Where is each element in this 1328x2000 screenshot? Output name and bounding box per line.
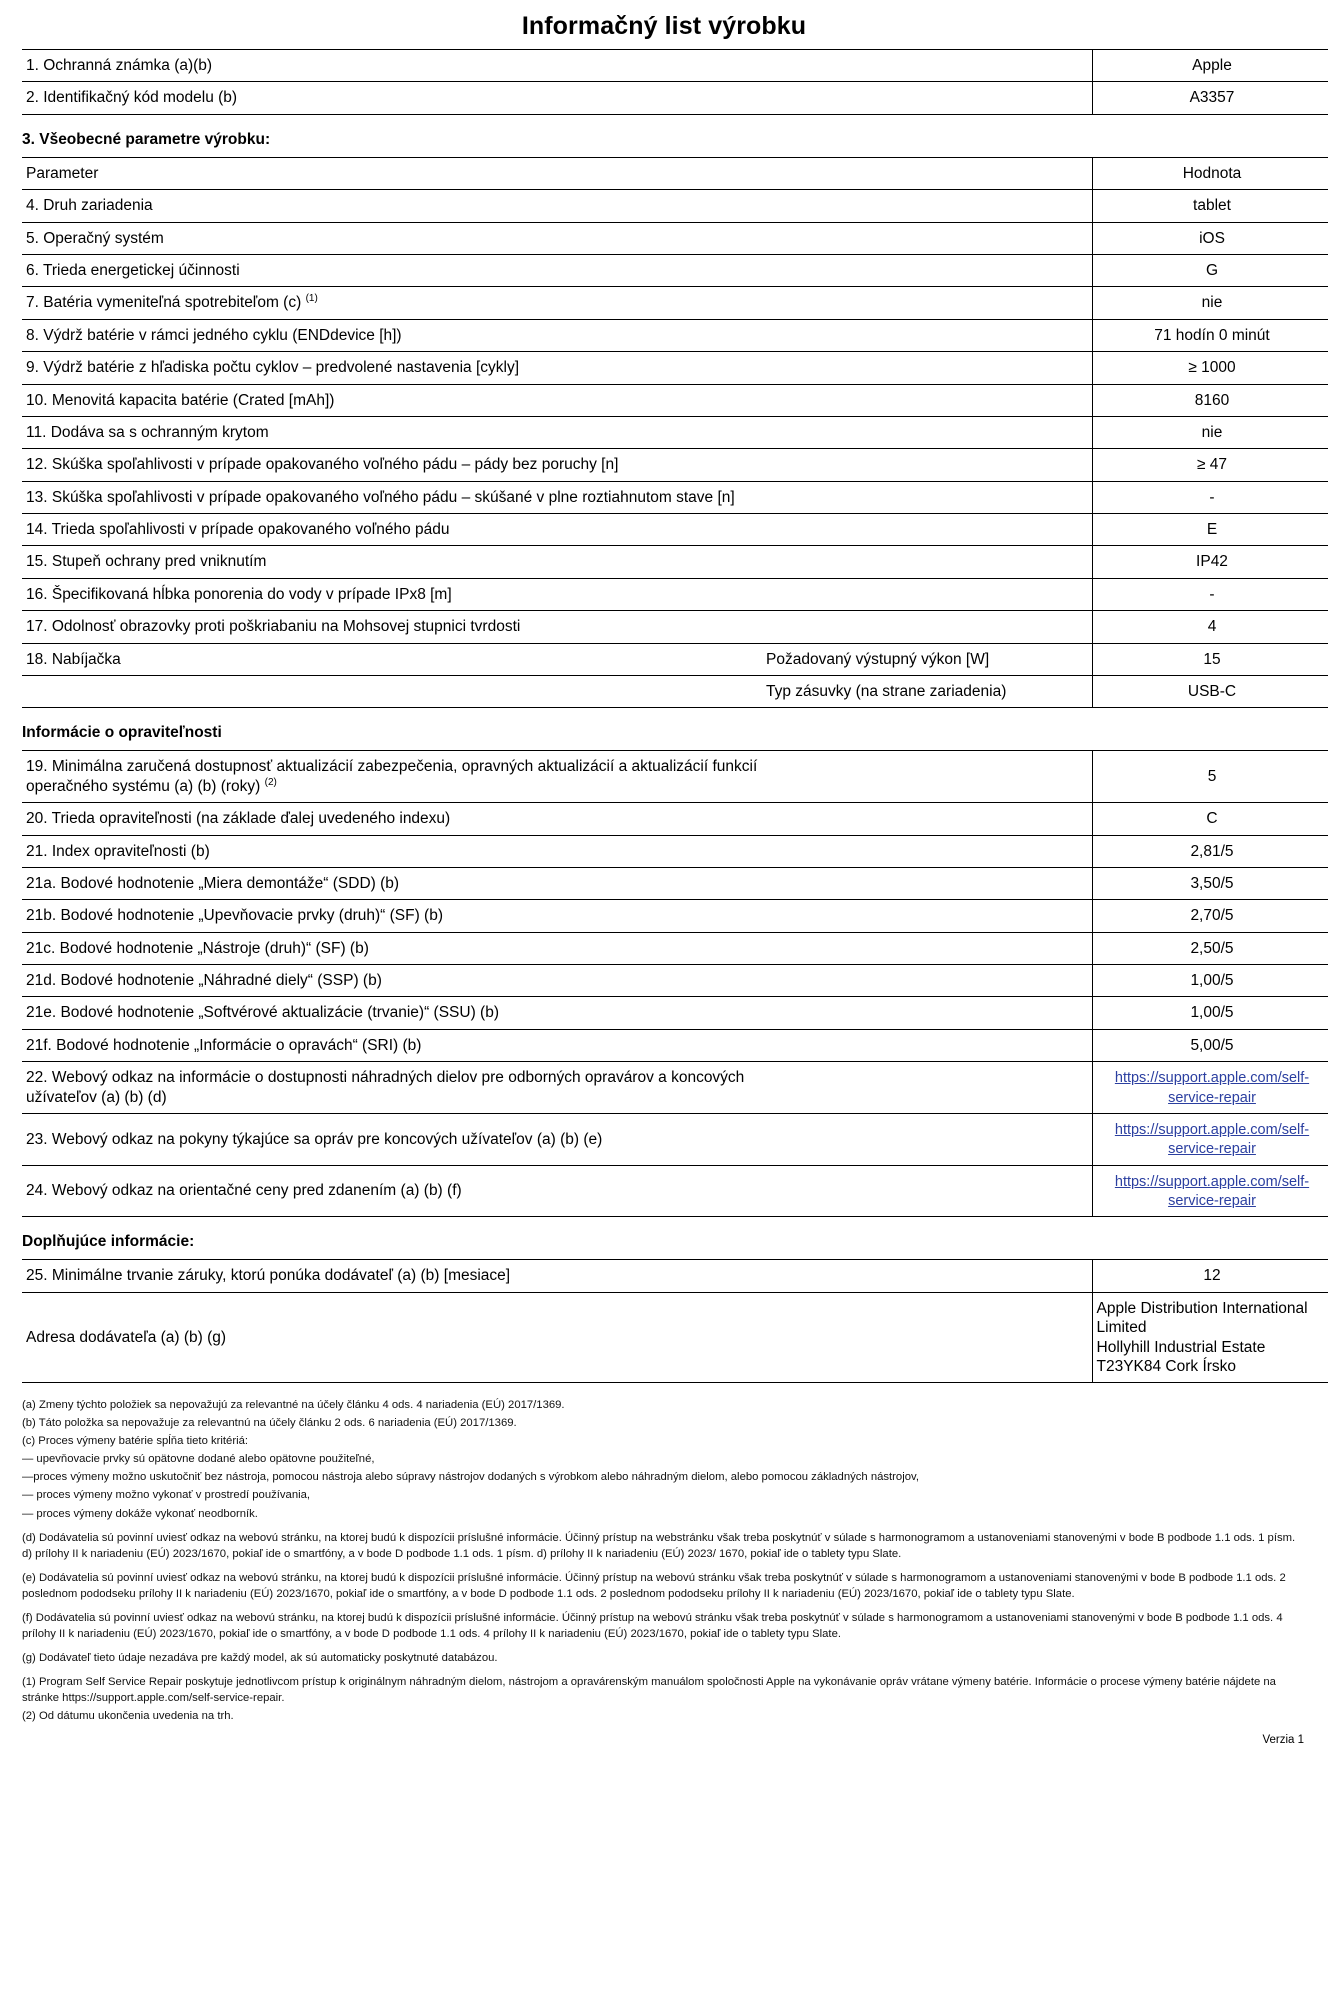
drop-reliability-class-value: E	[1092, 514, 1328, 546]
spacer-cell	[762, 481, 1092, 513]
spacer-cell	[762, 997, 1092, 1029]
battery-capacity-label: 10. Menovitá kapacita batérie (Crated [mAh])	[22, 384, 762, 416]
section-general-parameters: 3. Všeobecné parametre výrobku:	[22, 130, 271, 148]
table-row	[22, 416, 1328, 448]
table-row	[22, 867, 1328, 899]
score-fasteners-label: 21b. Bodové hodnotenie „Upevňovacie prvky (druh)“ (SF) (b)	[22, 900, 762, 932]
battery-replaceable-label: 7. Batéria vymeniteľná spotrebiteľom (c) $^{(1)}$	[22, 287, 762, 320]
immersion-depth-value: -	[1092, 578, 1328, 610]
table-row	[22, 803, 1328, 835]
table-row	[22, 1113, 1328, 1165]
table-row	[22, 546, 1328, 578]
spacer-cell	[762, 190, 1092, 222]
repair-instructions-link-value[interactable]	[1092, 1113, 1328, 1165]
drop-test-label: 12. Skúška spoľahlivosti v prípade opakovaného voľného pádu – pády bez poruchy [n]	[22, 449, 762, 481]
footnote-c-item-4: — proces výmeny dokáže vykonať neodborník.	[22, 1507, 258, 1520]
spacer-cell	[762, 514, 1092, 546]
trademark-value: Apple	[1092, 50, 1328, 82]
battery-cycles-value: ≥ 1000	[1092, 352, 1328, 384]
immersion-depth-label: 16. Špecifikovaná hĺbka ponorenia do vody v prípade IPx8 [m]	[22, 578, 762, 610]
spacer-cell	[22, 675, 762, 707]
self-service-repair-link[interactable]: https://support.apple.com/self-service-repair	[1114, 1121, 1310, 1158]
spacer-cell	[762, 1113, 1092, 1165]
device-type-label: 4. Druh zariadenia	[22, 190, 762, 222]
table-row	[22, 449, 1328, 481]
drop-test-extended-label: 13. Skúška spoľahlivosti v prípade opakovaného voľného pádu – skúšané v plne roztiahnutom stave [n]	[22, 481, 762, 513]
charger-output-power-value: 15	[1092, 643, 1328, 675]
table-row	[22, 1062, 1328, 1114]
battery-endurance-label: 8. Výdrž batérie v rámci jedného cyklu (ENDdevice [h])	[22, 319, 762, 351]
battery-cycles-label: 9. Výdrž batérie z hľadiska počtu cyklov – predvolené nastavenia [cykly]	[22, 352, 762, 384]
table-row	[22, 319, 1328, 351]
spacer-cell	[762, 82, 1092, 114]
table-row	[22, 222, 1328, 254]
footnote-a: (a) Zmeny týchto položiek sa nepovažujú za relevantné na účely článku 4 ods. 4 nariadenia (EÚ) 2017/1369.	[22, 1399, 565, 1412]
supplier-address-label: Adresa dodávateľa (a) (b) (g)	[22, 1292, 762, 1383]
spacer-cell	[762, 578, 1092, 610]
self-service-repair-link[interactable]: https://support.apple.com/self-service-repair	[1114, 1070, 1310, 1106]
footnote-c-item-2: —proces výmeny možno uskutočniť bez nástroja, pomocou nástroja alebo súpravy nástrojov dodaných s výrobkom alebo náhradným dielom, alebo pomocou základných nástrojov,	[22, 1471, 919, 1484]
score-disassembly-label: 21a. Bodové hodnotenie „Miera demontáže“ (SDD) (b)	[22, 867, 762, 899]
spacer-cell	[762, 1260, 1092, 1292]
address-line-1: Apple Distribution International Limited	[1096, 1299, 1308, 1337]
section-additional-information: Doplňujúce informácie:	[22, 1233, 195, 1251]
os-update-availability-value: 5	[1092, 751, 1328, 803]
table-row	[22, 675, 1328, 707]
table-row	[22, 287, 1328, 320]
identification-table	[22, 49, 1328, 115]
general-parameters-table	[22, 157, 1328, 709]
table-row	[22, 965, 1328, 997]
os-value: iOS	[1092, 222, 1328, 254]
page-title: Informačný list výrobku	[521, 12, 807, 40]
spacer-cell	[762, 157, 1092, 189]
device-type-value: tablet	[1092, 190, 1328, 222]
charger-socket-type-value: USB-C	[1092, 675, 1328, 707]
spacer-cell	[762, 1029, 1092, 1061]
repairability-table	[22, 750, 1328, 1217]
charger-output-power-label: Požadovaný výstupný výkon [W]	[762, 643, 1092, 675]
spare-parts-link-value[interactable]	[1092, 1062, 1328, 1114]
spare-parts-link-label: 22. Webový odkaz na informácie o dostupnosti náhradných dielov pre odborných opravárov a koncových užívateľov (a) (b) (d)	[22, 1062, 762, 1114]
os-label: 5. Operačný systém	[22, 222, 762, 254]
spacer-cell	[762, 254, 1092, 286]
footnote-c-item-1: — upevňovacie prvky sú opätovne dodané alebo opätovne použiteľné,	[22, 1453, 375, 1466]
battery-capacity-value: 8160	[1092, 384, 1328, 416]
score-repair-information-value: 5,00/5	[1092, 1029, 1328, 1061]
spacer-cell	[762, 1165, 1092, 1217]
table-row	[22, 643, 1328, 675]
repairability-index-label: 21. Index opraviteľnosti (b)	[22, 835, 762, 867]
table-row	[22, 997, 1328, 1029]
spacer-cell	[762, 900, 1092, 932]
table-row	[22, 50, 1328, 82]
repairability-index-value: 2,81/5	[1092, 835, 1328, 867]
repairability-class-value: C	[1092, 803, 1328, 835]
footnote-1: (1) Program Self Service Repair poskytuje jednotlivcom prístup k originálnym náhradným dielom, nástrojom a opravárenským manuálom spoločnosti Apple na vykonávanie opráv vrátane výmeny batérie. Informácie o procese výmeny batérie nájdete na stránke https://support.apple.com/self-service-repair.	[22, 1675, 1276, 1704]
battery-replaceable-value: nie	[1092, 287, 1328, 320]
footnote-2: (2) Od dátumu ukončenia uvedenia na trh.	[22, 1709, 234, 1722]
footnote-marker: (1)	[305, 293, 318, 305]
table-row	[22, 352, 1328, 384]
score-spare-parts-label: 21d. Bodové hodnotenie „Náhradné diely“ (SSP) (b)	[22, 965, 762, 997]
score-software-updates-label: 21e. Bodové hodnotenie „Softvérové aktualizácie (trvanie)“ (SSU) (b)	[22, 997, 762, 1029]
version-label: Verzia 1	[1262, 1733, 1304, 1746]
spacer-cell	[762, 751, 1092, 803]
repairability-class-label: 20. Trieda opraviteľnosti (na základe ďalej uvedeného indexu)	[22, 803, 762, 835]
table-row	[22, 384, 1328, 416]
score-disassembly-value: 3,50/5	[1092, 867, 1328, 899]
self-service-repair-link[interactable]: https://support.apple.com/self-service-repair	[1114, 1173, 1310, 1210]
table-row	[22, 1165, 1328, 1217]
os-update-availability-label: 19. Minimálna zaručená dostupnosť aktualizácií zabezpečenia, opravných aktualizácií a aktualizácií funkcií operačného systému (a) (b) (roky) $^{(2)}$	[22, 751, 762, 803]
footnote-marker: (2)	[264, 776, 277, 788]
footnote-f: (f) Dodávatelia sú povinní uviesť odkaz na webovú stránku, na ktorej budú k dispozícii príslušné informácie. Účinný prístup na webovú stránku však treba poskytnúť v súlade s harmonogramom a ustanoveniami stanovenými v bode B podbode 1.1 ods. 4 prílohy II k nariadeniu (EÚ) 2023/1670, pokiaľ ide o smartfóny, a v bode D podbode 1.1 ods. 4 prílohy II k nariadeniu (EÚ) 2023/1670, pokiaľ ide o tablety typu Slate.	[22, 1611, 1283, 1640]
spacer-cell	[762, 835, 1092, 867]
table-row	[22, 1029, 1328, 1061]
score-fasteners-value: 2,70/5	[1092, 900, 1328, 932]
spacer-cell	[762, 965, 1092, 997]
table-row	[22, 514, 1328, 546]
table-row	[22, 254, 1328, 286]
model-code-value: A3357	[1092, 82, 1328, 114]
spacer-cell	[762, 546, 1092, 578]
indicative-prices-link-label: 24. Webový odkaz na orientačné ceny pred zdanením (a) (b) (f)	[22, 1165, 762, 1217]
score-spare-parts-value: 1,00/5	[1092, 965, 1328, 997]
energy-class-label: 6. Trieda energetickej účinnosti	[22, 254, 762, 286]
scratch-resistance-value: 4	[1092, 611, 1328, 643]
table-row	[22, 1292, 1328, 1383]
protective-cover-value: nie	[1092, 416, 1328, 448]
table-row	[22, 190, 1328, 222]
footnote-d: (d) Dodávatelia sú povinní uviesť odkaz na webovú stránku, na ktorej budú k dispozícii príslušné informácie. Účinný prístup na webstránku však treba poskytnúť v súlade s harmonogramom a ustanoveniami stanovenými v bode B podbode 1.1 ods. 1 písm. d) prílohy II k nariadeniu (EÚ) 2023/1670, pokiaľ ide o smartfóny, a v bode D podbode 1.1 ods. 1 písm. d) prílohy II k nariadeniu (EÚ) 2023/ 1670, pokiaľ ide o tablety typu Slate.	[22, 1531, 1296, 1560]
footnote-e: (e) Dodávatelia sú povinní uviesť odkaz na webovú stránku, na ktorej budú k dispozícii príslušné informácie. Účinný prístup na webovú stránku však treba poskytnúť v súlade s harmonogramom a ustanoveniami stanovenými v bode B podbode 1.1 ods. 2 poslednom pododseku prílohy II k nariadeniu (EÚ) 2023/1670, pokiaľ ide o smartfóny, a v bode D podbode 1.1 ods. 2 poslednom pododseku prílohy II k nariadeniu (EÚ) 2023/1670, pokiaľ ide o tablety typu Slate.	[22, 1571, 1286, 1600]
column-header-value: Hodnota	[1092, 157, 1328, 189]
protective-cover-label: 11. Dodáva sa s ochranným krytom	[22, 416, 762, 448]
ingress-protection-label: 15. Stupeň ochrany pred vniknutím	[22, 546, 762, 578]
spacer-cell	[762, 867, 1092, 899]
score-tools-label: 21c. Bodové hodnotenie „Nástroje (druh)“ (SF) (b)	[22, 932, 762, 964]
supplier-address-value	[1092, 1292, 1328, 1383]
ingress-protection-value: IP42	[1092, 546, 1328, 578]
section-repairability: Informácie o opraviteľnosti	[22, 724, 222, 742]
spacer-cell	[762, 352, 1092, 384]
spacer-cell	[762, 932, 1092, 964]
table-row	[22, 611, 1328, 643]
energy-class-value: G	[1092, 254, 1328, 286]
address-line-2: Hollyhill Industrial Estate	[1096, 1338, 1266, 1356]
charger-socket-type-label: Typ zásuvky (na strane zariadenia)	[762, 675, 1092, 707]
table-row	[22, 932, 1328, 964]
drop-test-value: ≥ 47	[1092, 449, 1328, 481]
table-row	[22, 578, 1328, 610]
score-software-updates-value: 1,00/5	[1092, 997, 1328, 1029]
footnote-c-item-3: — proces výmeny možno vykonať v prostredí používania,	[22, 1489, 311, 1502]
spacer-cell	[762, 319, 1092, 351]
spacer-cell	[762, 416, 1092, 448]
table-row	[22, 82, 1328, 114]
indicative-prices-link-value[interactable]	[1092, 1165, 1328, 1217]
table-row	[22, 1260, 1328, 1292]
spacer-cell	[762, 287, 1092, 320]
trademark-label: 1. Ochranná známka (a)(b)	[22, 50, 762, 82]
spacer-cell	[762, 803, 1092, 835]
address-line-3: T23YK84 Cork Írsko	[1096, 1357, 1237, 1375]
footnote-b: (b) Táto položka sa nepovažuje za relevantnú na účely článku 2 ods. 6 nariadenia (EÚ) 2017/1369.	[22, 1417, 517, 1430]
model-code-label: 2. Identifikačný kód modelu (b)	[22, 82, 762, 114]
table-header-row	[22, 157, 1328, 189]
additional-information-table	[22, 1259, 1328, 1383]
drop-reliability-class-label: 14. Trieda spoľahlivosti v prípade opakovaného voľného pádu	[22, 514, 762, 546]
spacer-cell	[762, 50, 1092, 82]
table-row	[22, 900, 1328, 932]
battery-endurance-value: 71 hodín 0 minút	[1092, 319, 1328, 351]
drop-test-extended-value: -	[1092, 481, 1328, 513]
repair-instructions-link-label: 23. Webový odkaz na pokyny týkajúce sa opráv pre koncových užívateľov (a) (b) (e)	[22, 1113, 762, 1165]
footnote-g: (g) Dodávateľ tieto údaje nezadáva pre každý model, ak sú automaticky poskytnuté databázou.	[22, 1651, 498, 1664]
footnote-c: (c) Proces výmeny batérie spĺňa tieto kritériá:	[22, 1435, 249, 1448]
spacer-cell	[762, 222, 1092, 254]
table-row	[22, 481, 1328, 513]
spacer-cell	[762, 1292, 1092, 1383]
score-tools-value: 2,50/5	[1092, 932, 1328, 964]
charger-label: 18. Nabíjačka	[22, 643, 762, 675]
column-header-parameter: Parameter	[22, 157, 762, 189]
scratch-resistance-label: 17. Odolnosť obrazovky proti poškriabaniu na Mohsovej stupnici tvrdosti	[22, 611, 762, 643]
warranty-duration-label: 25. Minimálne trvanie záruky, ktorú ponúka dodávateľ (a) (b) [mesiace]	[22, 1260, 762, 1292]
table-row	[22, 835, 1328, 867]
warranty-duration-value: 12	[1092, 1260, 1328, 1292]
spacer-cell	[762, 1062, 1092, 1114]
table-row	[22, 751, 1328, 803]
score-repair-information-label: 21f. Bodové hodnotenie „Informácie o opravách“ (SRI) (b)	[22, 1029, 762, 1061]
spacer-cell	[762, 449, 1092, 481]
footnotes	[22, 1397, 1306, 1724]
spacer-cell	[762, 611, 1092, 643]
spacer-cell	[762, 384, 1092, 416]
